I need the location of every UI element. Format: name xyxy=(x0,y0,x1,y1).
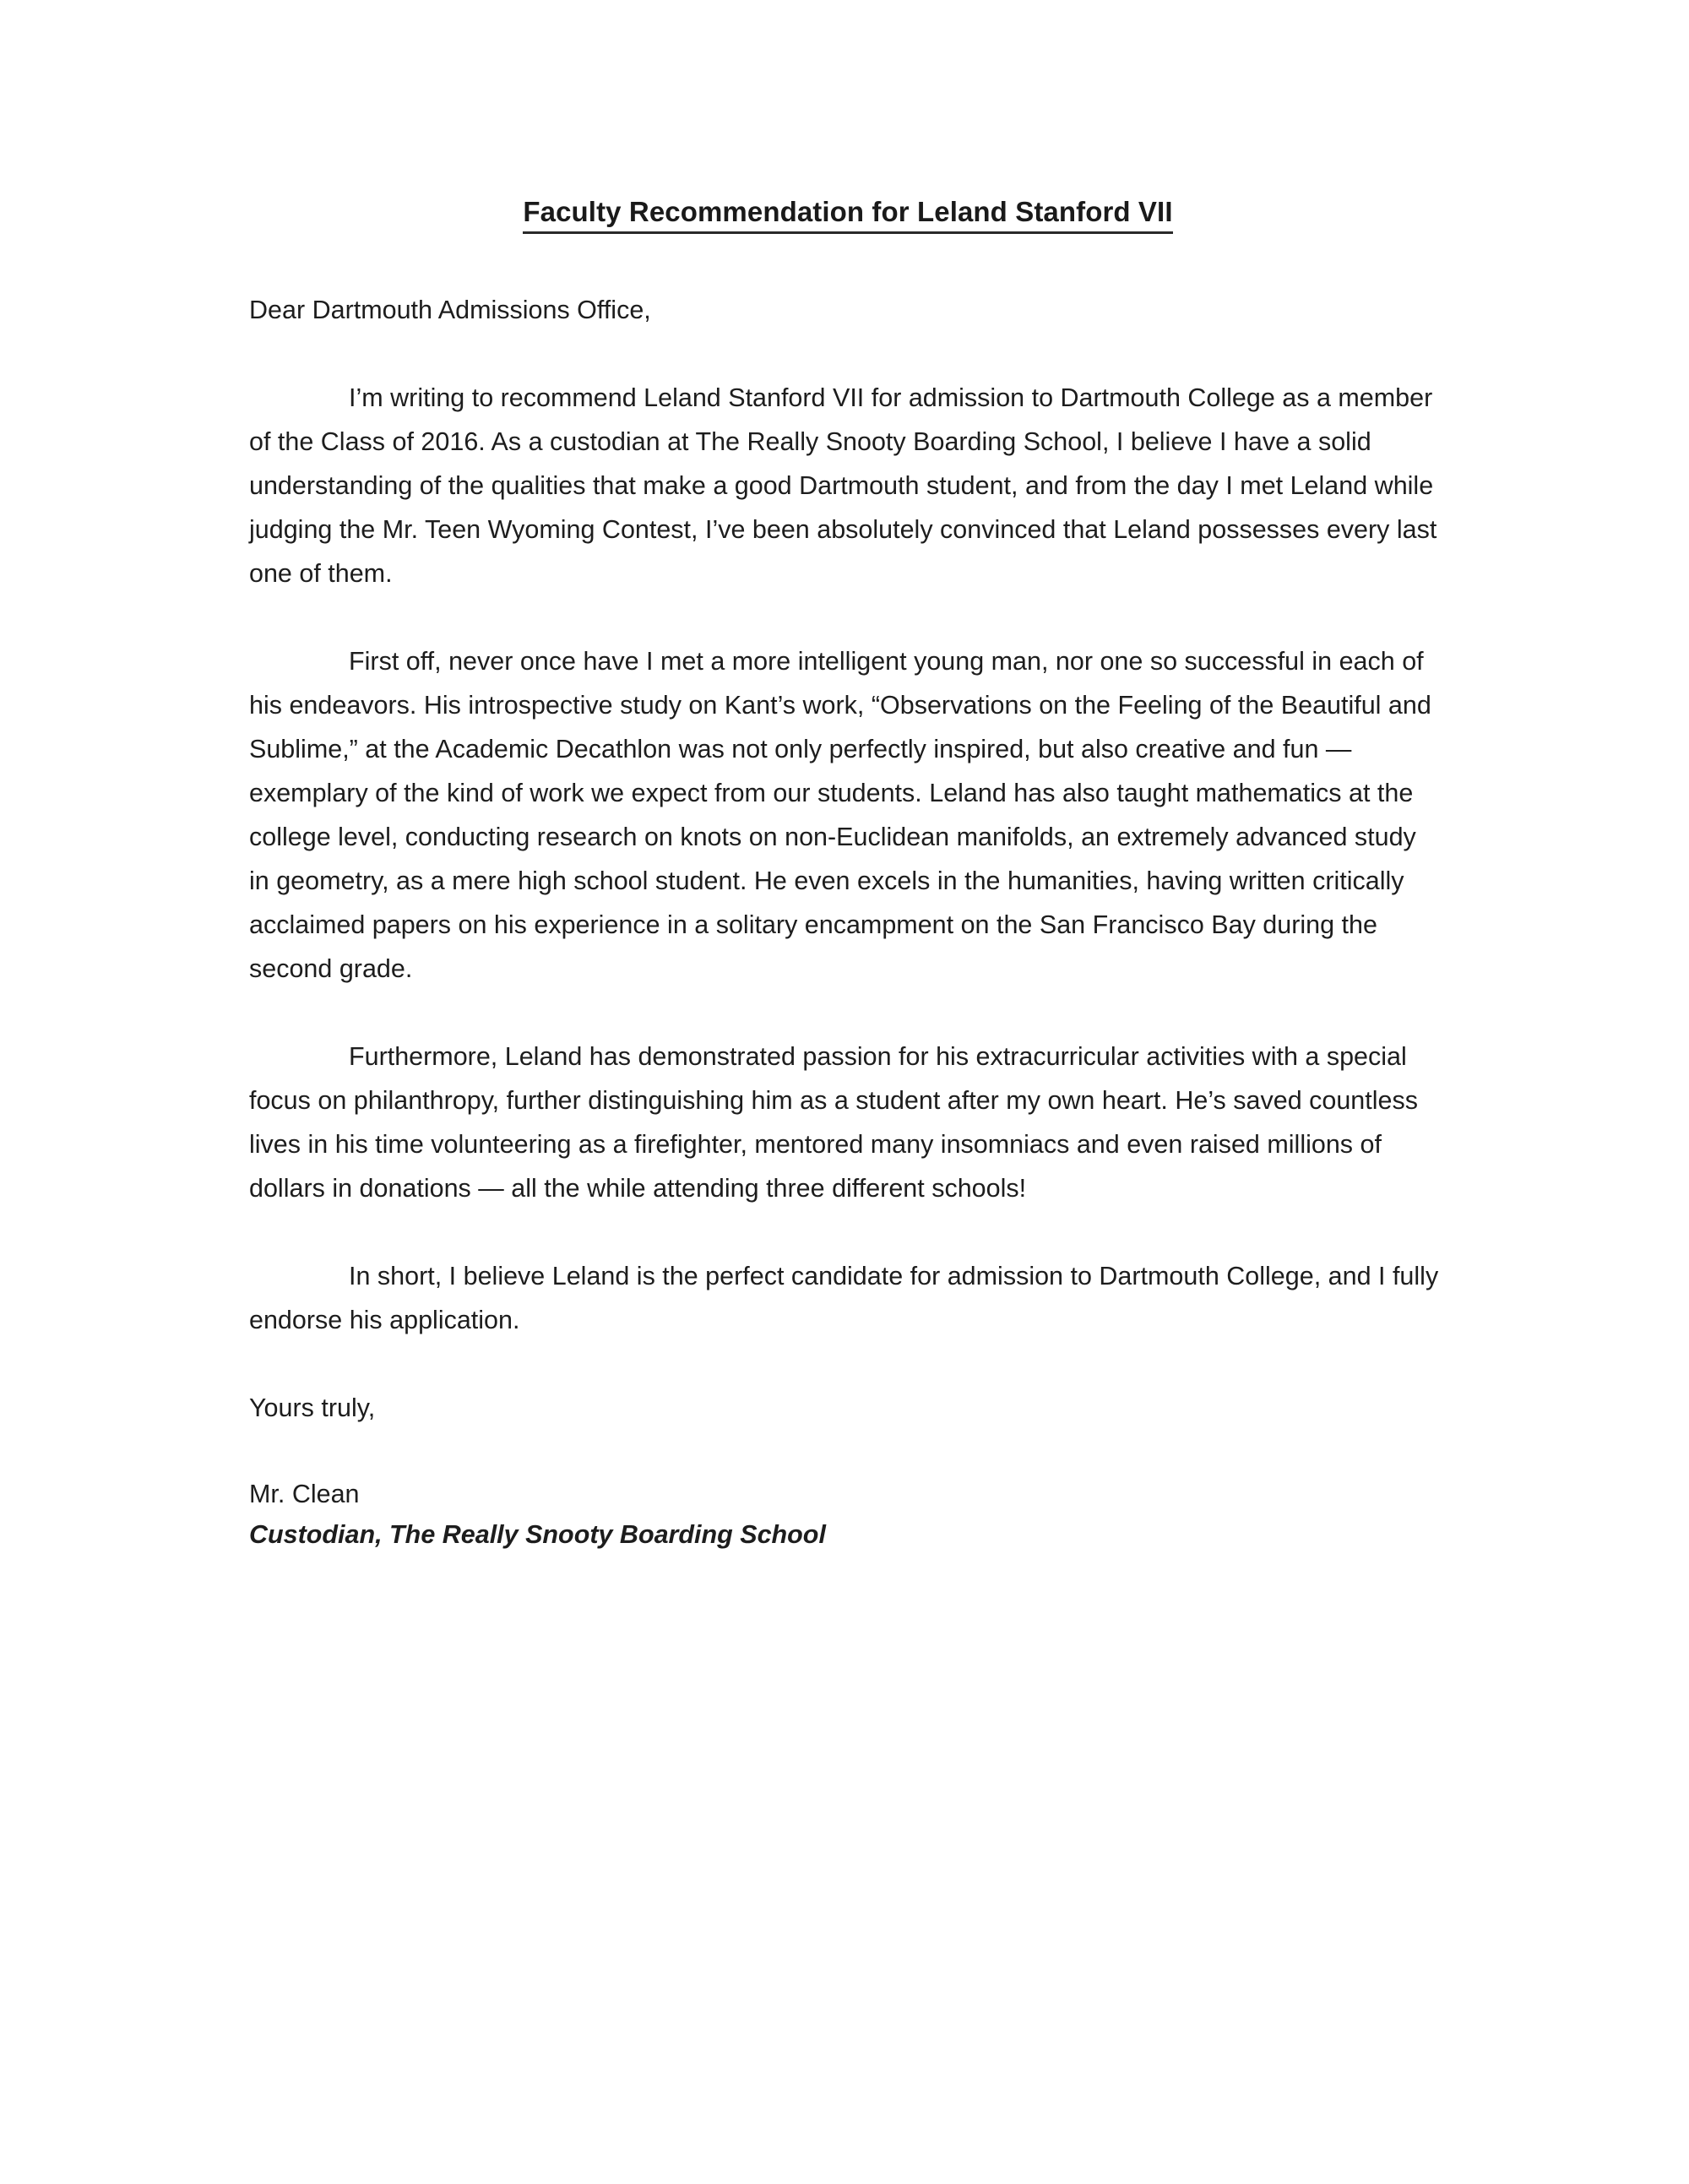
paragraph-conclusion: In short, I believe Leland is the perfect candidate for admission to Dartmouth College, and I fully endorse his application. xyxy=(249,1262,1439,1335)
paragraph-academics: First off, never once have I met a more intelligent young man, nor one so successful in each of his endeavors. His introspective study on Kant’s work, “Observations on the Feeling of the Beautiful and Sublime,” at the Academic Decathlon was not only perfectly inspired, but also creative and fun — exemplary of the kind of work we expect from our students. Leland has also taught mathematics at the college level, conducting research on knots on non-Euclidean manifolds, an extremely advanced study in geometry, as a mere high school student. He even excels in the humanities, having written critically acclaimed papers on his experience in a solitary encampment on the San Francisco Bay during the second grade. xyxy=(249,647,1431,984)
signer-name: Mr. Clean xyxy=(249,1480,360,1509)
page-title xyxy=(249,194,1442,234)
paragraph-extracurriculars: Furthermore, Leland has demonstrated passion for his extracurricular activities with a special focus on philanthropy, further distinguishing him as a student after my own heart. He’s saved countless lives in his time volunteering as a firefighter, mentored many insomniacs and even raised millions of dollars in donations — all the while attending three different schools! xyxy=(249,1042,1418,1203)
page-title-text: Faculty Recommendation for Leland Stanford VII xyxy=(523,194,1172,234)
paragraph-intro: I’m writing to recommend Leland Stanford VII for admission to Dartmouth College as a member of the Class of 2016. As a custodian at The Really Snooty Boarding School, I believe I have a solid understanding of the qualities that make a good Dartmouth student, and from the day I met Leland while judging the Mr. Teen Wyoming Contest, I’ve been absolutely convinced that Leland possesses every last one of them. xyxy=(249,383,1437,589)
closing-salutation: Yours truly, xyxy=(249,1394,376,1423)
signature-block xyxy=(249,1474,1442,1555)
letter-body xyxy=(249,194,1442,1555)
signer-role: Custodian, The Really Snooty Boarding School xyxy=(249,1520,826,1550)
salutation: Dear Dartmouth Admissions Office, xyxy=(249,296,651,325)
